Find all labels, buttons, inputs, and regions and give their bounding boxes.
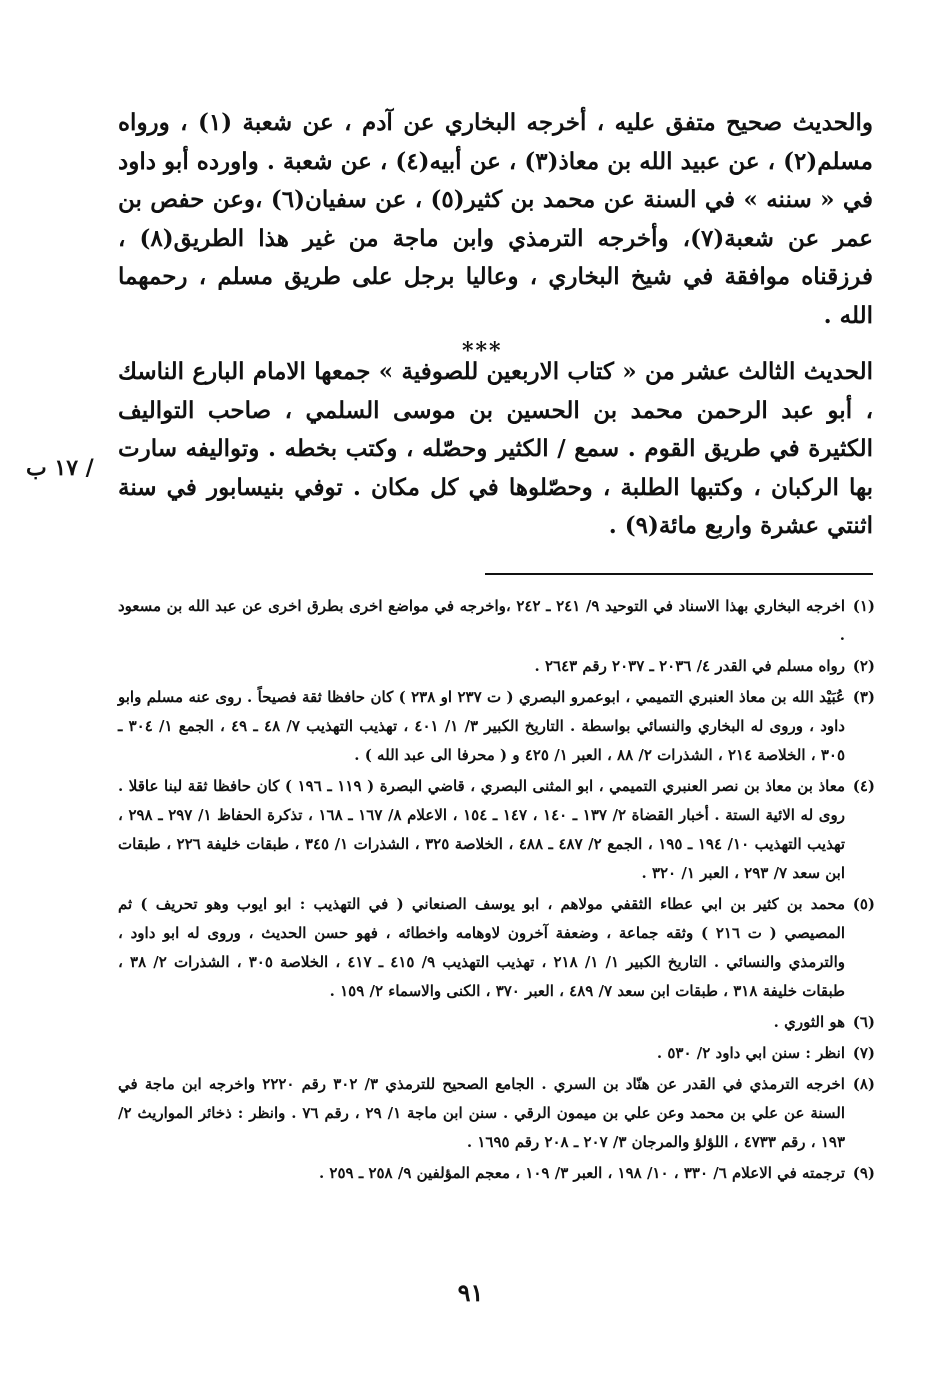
page-number: ٩١ [457, 1278, 484, 1307]
footnotes [118, 592, 875, 1190]
footnote-number: (٩) [852, 1164, 875, 1182]
footnote-text: انظر : سنن ابي داود ٢/ ٥٣٠ . [656, 1044, 845, 1062]
footnote [118, 1008, 875, 1037]
main-paragraph-1 [118, 104, 873, 335]
footnote-number: (٢) [852, 657, 875, 675]
footnote-text: معاذ بن معاذ بن نصر العنبري التميمي ، ابو المثنى البصري ، قاضي البصرة ( ١١٩ ـ ١٩٦ ) كان حافظا ثقة لبنا عاقلا . روى له الائية الستة . أخبار القضاة ٢/ ١٣٧ ـ ١٤٠ ، ١٤٧ ـ ١٥٤ ، الاعلام ٨/ ١٦٧ ـ ١٦٨ ، تذكرة الحفاظ ١/ ٢٩٧ ـ ٢٩٨ ، تهذيب التهذيب ١٠/ ١٩٤ ـ ١٩٥ ، الجمع ٢/ ٤٨٧ ـ ٤٨٨ ، الخلاصة ٣٢٥ ، الشذرات ١/ ٣٤٥ ، طبقات خليفة ٢٢٦ ، طبقات ابن سعد ٧/ ٢٩٣ ، العبر ١/ ٣٢٠ . [118, 777, 846, 882]
footnote-number: (٣) [852, 688, 875, 706]
main-paragraph-2 [118, 353, 873, 546]
footnote-text: اخرجه الترمذي في القدر عن هنّاد بن السري . الجامع الصحيح للترمذي ٣/ ٣٠٢ رقم ٢٢٢٠ واخرجه ابن ماجة في السنة عن علي بن محمد وعن علي بن ميمون الرقي . سنن ابن ماجة ١/ ٢٩ ، رقم ٧٦ . وانظر : ذخائر المواريث ٢/ ١٩٣ ، رقم ٤٧٣٣ ، اللؤلؤ والمرجان ٣/ ٢٠٧ ـ ٢٠٨ رقم ١٦٩٥ . [118, 1075, 846, 1151]
footnote [118, 1159, 875, 1188]
footnote-number: (٧) [852, 1044, 875, 1062]
footnote-divider [485, 573, 873, 575]
paragraph-text: الحديث الثالث عشر من « كتاب الاربعين للصوفية » جمعها الامام البارع الناسك ، أبو عبد الرحمن محمد بن الحسين بن موسى السلمي ، صاحب التواليف الكثيرة في طريق القوم . سمع / الكثير وحصّله ، وكتب بخطه . وتواليفه سارت بها الركبان ، وكتبها الطلبة ، وحصّلوها في كل مكان . توفي بنيسابور في سنة اثنتي عشرة واربع مائة(٩) . [118, 358, 873, 539]
footnote-text: رواه مسلم في القدر ٤/ ٢٠٣٦ ـ ٢٠٣٧ رقم ٢٦٤٣ . [534, 657, 845, 675]
footnote [118, 592, 875, 650]
footnote [118, 1070, 875, 1157]
footnote [118, 1039, 875, 1068]
margin-folio-note: / ١٧ ب [26, 455, 94, 481]
footnote [118, 890, 875, 1006]
footnote-text: اخرجه البخاري بهذا الاسناد في التوحيد ٩/ ٢٤١ ـ ٢٤٢ ،واخرجه في مواضع اخرى بطرق اخرى عن عبد الله بن مسعود . [118, 597, 846, 644]
footnote-text: ترجمته في الاعلام ٦/ ٣٣٠ ، ١٠/ ١٩٨ ، العبر ٣/ ١٠٩ ، معجم المؤلفين ٩/ ٢٥٨ ـ ٢٥٩ . [318, 1164, 845, 1182]
footnote-number: (٥) [852, 895, 875, 913]
footnote-text: محمد بن كثير بن ابي عطاء الثقفي مولاهم ، ابو يوسف الصنعاني ( في التهذيب : ابو ايوب وهو تحريف ) ثم المصيصي ( ت ٢١٦ ) وثقه جماعة ، وضعفة آخرون لاوهامه واخطائه ، فهو حسن الحديث ، وروى له ابو داود ، والترمذي والنسائي . التاريخ الكبير ١/ ١/ ٢١٨ ، تهذيب التهذيب ٩/ ٤١٥ ـ ٤١٧ ، الخلاصة ٣٠٥ ، الشذرات ٢/ ٣٨ ، طبقات خليفة ٣١٨ ، طبقات ابن سعد ٧/ ٤٨٩ ، العبر ٣٧٠ ، الكنى والاسماء ٢/ ١٥٩ . [118, 895, 846, 1000]
footnote-text: هو الثوري . [773, 1013, 845, 1031]
footnote-number: (١) [852, 597, 875, 615]
section-separator: *** [462, 338, 503, 364]
footnote-text: عُبَيْد الله بن معاذ العنبري التميمي ، ابوعمرو البصري ( ت ٢٣٧ او ٢٣٨ ) كان حافظا ثقة فصيحاً . روى عنه مسلم وابو داود ، وروى له البخاري والنسائي بواسطة . التاريخ الكبير ٣/ ١/ ٤٠١ ، تهذيب التهذيب ٧/ ٤٨ ـ ٤٩ ، الجمع ١/ ٣٠٤ ـ ٣٠٥ ، الخلاصة ٢١٤ ، الشذرات ٢/ ٨٨ ، العبر ١/ ٤٢٥ و ( محرفا الى عبد الله ) . [118, 688, 845, 764]
footnote [118, 652, 875, 681]
footnote-number: (٦) [852, 1013, 875, 1031]
footnote-number: (٤) [852, 777, 875, 795]
footnote [118, 683, 875, 770]
footnote-number: (٨) [852, 1075, 875, 1093]
paragraph-text: والحديث صحيح متفق عليه ، أخرجه البخاري عن آدم ، عن شعبة (١) ، ورواه مسلم(٢) ، عن عبيد الله بن معاذ(٣) ، عن أبيه(٤) ، عن شعبة . واورده أبو داود في « سننه » في السنة عن محمد بن كثير(٥) ، عن سفيان(٦) ،وعن حفص بن عمر عن شعبة(٧)، وأخرجه الترمذي وابن ماجة من غير هذا الطريق(٨) ، فرزقناه موافقة في شيخ البخاري ، وعاليا برجل على طريق مسلم ، رحمهما الله . [118, 109, 874, 329]
footnote [118, 772, 875, 888]
